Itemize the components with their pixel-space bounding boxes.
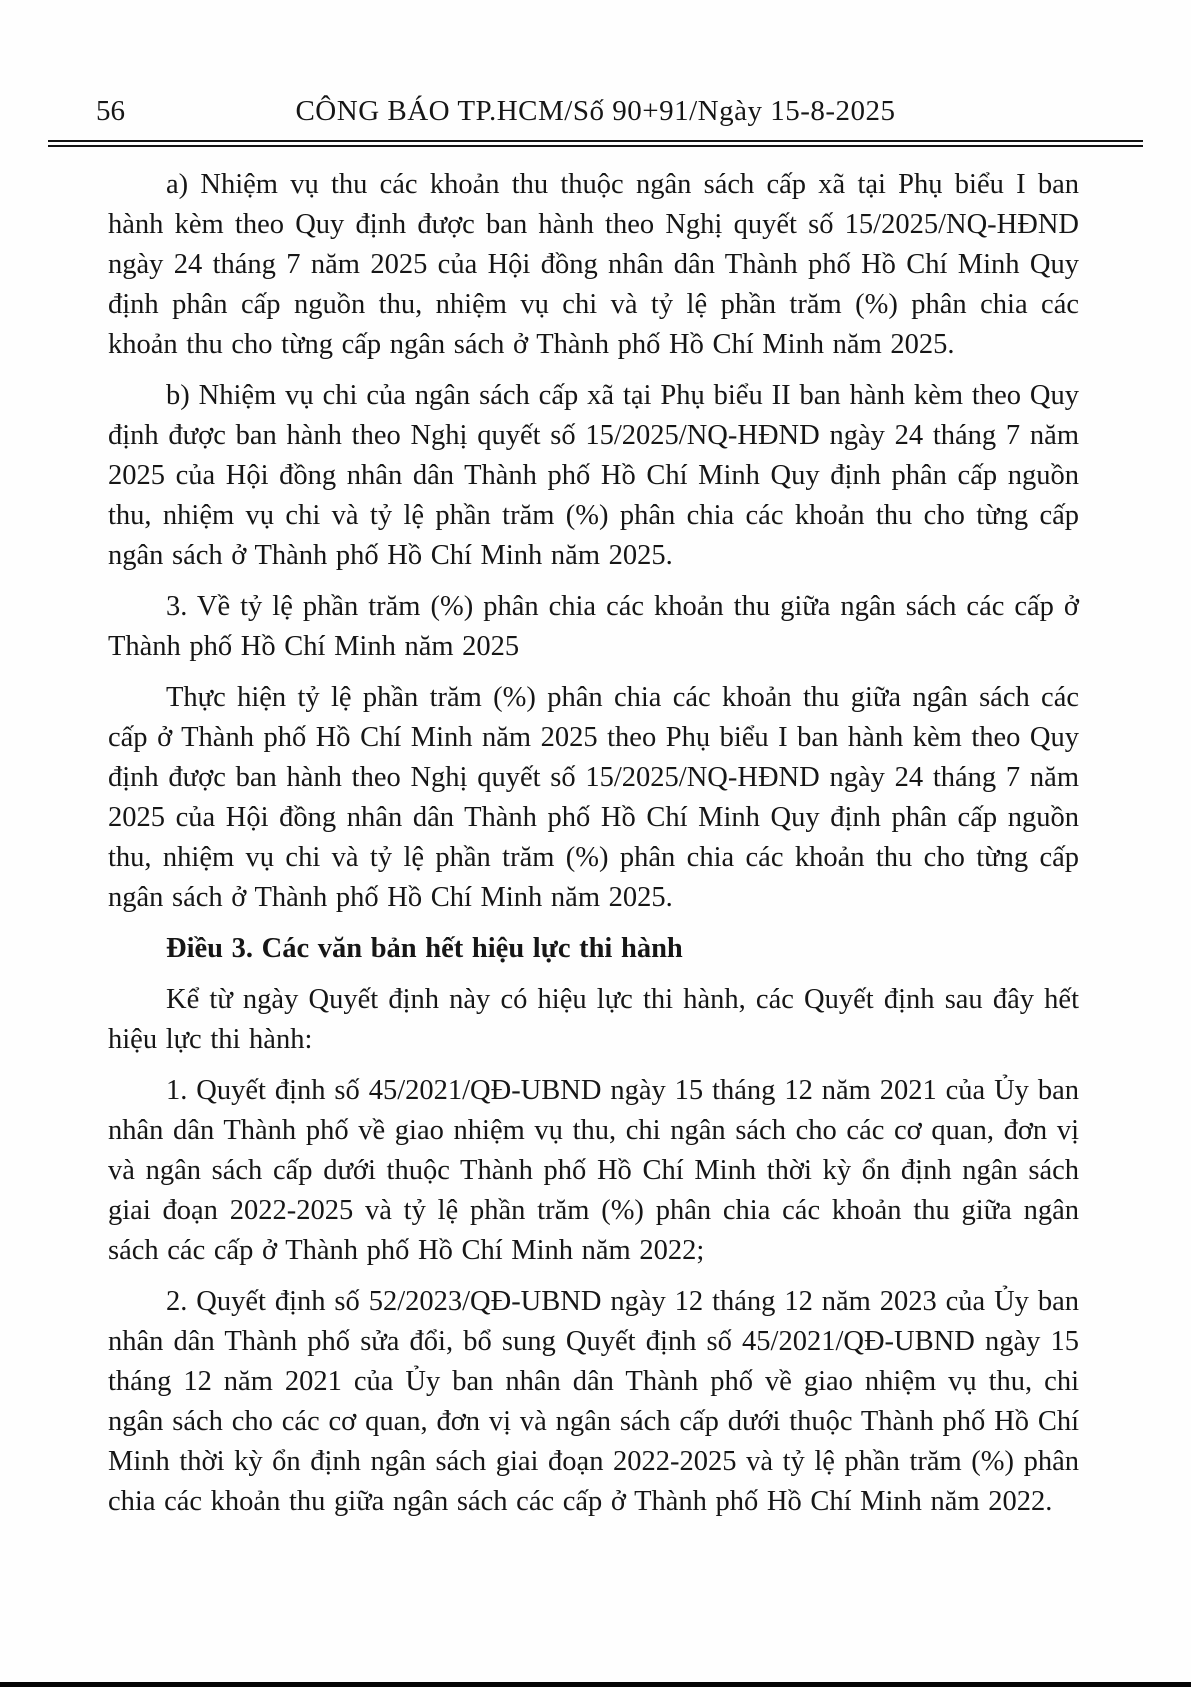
expired-decision-item-2: 2. Quyết định số 52/2023/QĐ-UBND ngày 12 tháng 12 năm 2023 của Ủy ban nhân dân Thành phố sửa đổi, bổ sung Quyết định số 45/2021/QĐ-UBND ngày 15 tháng 12 năm 2021 của Ủy ban nhân dân Thành phố về giao nhiệm vụ thu, chi ngân sách cho các cơ quan, đơn vị và ngân sách cấp dưới thuộc Thành phố Hồ Chí Minh thời kỳ ổn định ngân sách giai đoạn 2022-2025 và tỷ lệ phần trăm (%) phân chia các khoản thu giữa ngân sách các cấp ở Thành phố Hồ Chí Minh năm 2022. <box>108 1286 1079 1517</box>
section-3-implementation-paragraph: Thực hiện tỷ lệ phần trăm (%) phân chia các khoản thu giữa ngân sách các cấp ở Thành phố Hồ Chí Minh năm 2025 theo Phụ biểu I ban hành kèm theo Quy định được ban hành theo Nghị quyết số 15/2025/NQ-HĐND ngày 24 tháng 7 năm 2025 của Hội đồng nhân dân Thành phố Hồ Chí Minh Quy định phân cấp nguồn thu, nhiệm vụ chi và tỷ lệ phần trăm (%) phân chia các khoản thu cho từng cấp ngân sách ở Thành phố Hồ Chí Minh năm 2025. <box>108 682 1079 913</box>
expired-decision-item-1: 1. Quyết định số 45/2021/QĐ-UBND ngày 15 tháng 12 năm 2021 của Ủy ban nhân dân Thành phố về giao nhiệm vụ thu, chi ngân sách cho các cơ quan, đơn vị và ngân sách cấp dưới thuộc Thành phố Hồ Chí Minh thời kỳ ổn định ngân sách giai đoạn 2022-2025 và tỷ lệ phần trăm (%) phân chia các khoản thu giữa ngân sách các cấp ở Thành phố Hồ Chí Minh năm 2022; <box>108 1075 1079 1266</box>
paragraph-a-revenue-tasks: a) Nhiệm vụ thu các khoản thu thuộc ngân sách cấp xã tại Phụ biểu I ban hành kèm theo Quy định được ban hành theo Nghị quyết số 15/2025/NQ-HĐND ngày 24 tháng 7 năm 2025 của Hội đồng nhân dân Thành phố Hồ Chí Minh Quy định phân cấp nguồn thu, nhiệm vụ chi và tỷ lệ phần trăm (%) phân chia các khoản thu cho từng cấp ngân sách ở Thành phố Hồ Chí Minh năm 2025. <box>108 169 1079 360</box>
page-bottom-scan-edge <box>0 1682 1191 1687</box>
header-divider-double-rule <box>48 140 1143 147</box>
section-3-heading: 3. Về tỷ lệ phần trăm (%) phân chia các khoản thu giữa ngân sách các cấp ở Thành phố Hồ Chí Minh năm 2025 <box>108 591 1079 662</box>
article-3-heading: Điều 3. Các văn bản hết hiệu lực thi hành <box>166 933 683 964</box>
article-3-intro-paragraph: Kể từ ngày Quyết định này có hiệu lực thi hành, các Quyết định sau đây hết hiệu lực thi hành: <box>108 984 1079 1055</box>
gazette-header-title: CÔNG BÁO TP.HCM/Số 90+91/Ngày 15-8-2025 <box>295 95 896 127</box>
paragraph-b-expenditure-tasks: b) Nhiệm vụ chi của ngân sách cấp xã tại Phụ biểu II ban hành kèm theo Quy định được ban hành theo Nghị quyết số 15/2025/NQ-HĐND ngày 24 tháng 7 năm 2025 của Hội đồng nhân dân Thành phố Hồ Chí Minh Quy định phân cấp nguồn thu, nhiệm vụ chi và tỷ lệ phần trăm (%) phân chia các khoản thu cho từng cấp ngân sách ở Thành phố Hồ Chí Minh năm 2025. <box>108 380 1079 571</box>
page-header <box>0 0 1191 127</box>
page-number: 56 <box>96 95 125 127</box>
document-body <box>0 147 1191 1522</box>
